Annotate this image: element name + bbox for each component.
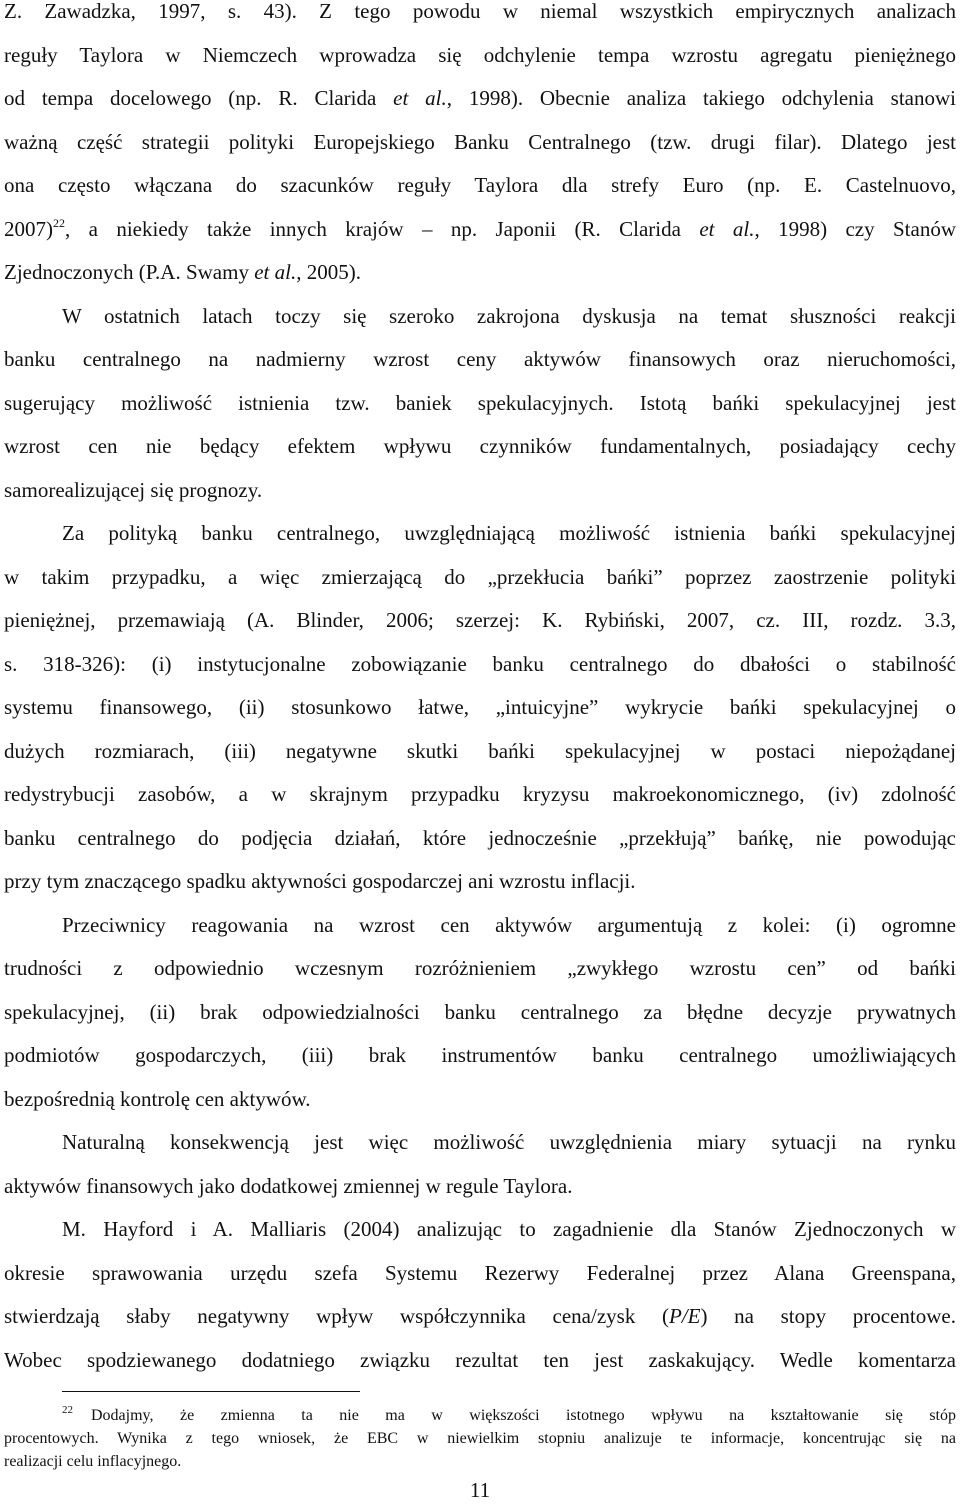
text-line: redystrybucji zasobów, a w skrajnym przypadku kryzysu makroekonomicznego, (iv) zdolność bbox=[4, 782, 956, 806]
footnotes bbox=[4, 1404, 956, 1473]
text-line: banku centralnego na nadmierny wzrost ceny aktywów finansowych oraz nieruchomości, bbox=[4, 347, 956, 371]
text-line: sugerujący możliwość istnienia tzw. baniek spekulacyjnych. Istotą bańki spekulacyjnej jest bbox=[4, 390, 956, 415]
text-line: s. 318-326): (i) instytucjonalne zobowiązanie banku centralnego do dbałości o stabilność bbox=[4, 651, 956, 676]
footnote-line bbox=[4, 1404, 956, 1427]
body-text bbox=[4, 0, 956, 1382]
footnote-marker: 22 bbox=[62, 1404, 73, 1416]
text-line: aktywów finansowych jako dodatkowej zmiennej w regule Taylora. bbox=[4, 1173, 573, 1198]
text-line-with-footnote-ref: 2007)$^{22}$, a niekiedy także innych krajów – np. Japonii (R. Clarida et al., 1998) czy Stanów bbox=[4, 215, 956, 241]
text-line: reguły Taylora w Niemczech wprowadza się odchylenie tempa wzrostu agregatu pieniężnego bbox=[4, 42, 956, 67]
footnote-line: procentowych. Wynika z tego wniosek, że EBC w niewielkim stopniu analizuje te informacje, koncentrując się na bbox=[4, 1430, 956, 1447]
text-line: samorealizującej się prognozy. bbox=[4, 477, 263, 502]
text-line: ona często włączana do szacunków reguły Taylora dla strefy Euro (np. E. Castelnuovo, bbox=[4, 173, 956, 197]
text-line: bezpośrednią kontrolę cen aktywów. bbox=[4, 1086, 311, 1111]
page-number: 11 bbox=[469, 1478, 491, 1502]
paragraph-first-line: M. Hayford i A. Malliaris (2004) analizując to zagadnienie dla Stanów Zjednoczonych w bbox=[62, 1217, 956, 1241]
text-line: ważną część strategii polityki Europejskiego Banku Centralnego (tzw. drugi filar). Dlatego jest bbox=[4, 129, 956, 154]
paragraph-first-line: Przeciwnicy reagowania na wzrost cen aktywów argumentują z kolei: (i) ogromne bbox=[62, 912, 956, 937]
text-line: spekulacyjnej, (ii) brak odpowiedzialności banku centralnego za błędne decyzje prywatnych bbox=[4, 999, 956, 1024]
paragraph-first-line: Za polityką banku centralnego, uwzględniającą możliwość istnienia bańki spekulacyjnej bbox=[62, 521, 956, 545]
text-line: w takim przypadku, a więc zmierzającą do „przekłucia bańki” poprzez zaostrzenie polityki bbox=[4, 564, 956, 589]
text-line: okresie sprawowania urzędu szefa Systemu Rezerwy Federalnej przez Alana Greenspana, bbox=[4, 1260, 956, 1285]
text-line: banku centralnego do podjęcia działań, które jednocześnie „przekłują” bańkę, nie powodując bbox=[4, 825, 956, 850]
text-line: od tempa docelowego (np. R. Clarida et al., 1998). Obecnie analiza takiego odchylenia stanowi bbox=[4, 86, 956, 110]
paragraph-first-line: W ostatnich latach toczy się szeroko zakrojona dyskusja na temat słuszności reakcji bbox=[62, 303, 956, 328]
text-line: Z. Zawadzka, 1997, s. 43). Z tego powodu w niemal wszystkich empirycznych analizach bbox=[4, 0, 956, 23]
text-line: Zjednoczonych (P.A. Swamy et al., 2005). bbox=[4, 260, 361, 284]
text-line: dużych rozmiarach, (iii) negatywne skutki bańki spekulacyjnej w postaci niepożądanej bbox=[4, 738, 956, 763]
footnote-text: Dodajmy, że zmienna ta nie ma w większości istotnego wpływu na kształtowanie się stóp bbox=[91, 1407, 956, 1424]
paragraph-first-line: Naturalną konsekwencją jest więc możliwość uwzględnienia miary sytuacji na rynku bbox=[62, 1130, 956, 1154]
text-line: pieniężnej, przemawiają (A. Blinder, 2006; szerzej: K. Rybiński, 2007, cz. III, rozdz. 3.3, bbox=[4, 608, 956, 632]
text-line: systemu finansowego, (ii) stosunkowo łatwe, „intuicyjne” wykrycie bańki spekulacyjnej o bbox=[4, 695, 956, 719]
footnote-separator bbox=[62, 1391, 360, 1392]
text-line: przy tym znaczącego spadku aktywności gospodarczej ani wzrostu inflacji. bbox=[4, 869, 636, 893]
footnote-ref: 22 bbox=[53, 215, 65, 230]
text-line: trudności z odpowiednio wczesnym rozróżnieniem „zwykłego wzrostu cen” od bańki bbox=[4, 956, 956, 980]
text-line: Wobec spodziewanego dodatniego związku rezultat ten jest zaskakujący. Wedle komentarza bbox=[4, 1347, 956, 1372]
text-line: podmiotów gospodarczych, (iii) brak instrumentów banku centralnego umożliwiających bbox=[4, 1043, 956, 1067]
text-line: wzrost cen nie będący efektem wpływu czynników fundamentalnych, posiadający cechy bbox=[4, 434, 956, 458]
text-line: stwierdzają słaby negatywny wpływ współczynnika cena/zysk (P/E) na stopy procentowe. bbox=[4, 1304, 956, 1328]
footnote-line: realizacji celu inflacyjnego. bbox=[4, 1453, 182, 1470]
